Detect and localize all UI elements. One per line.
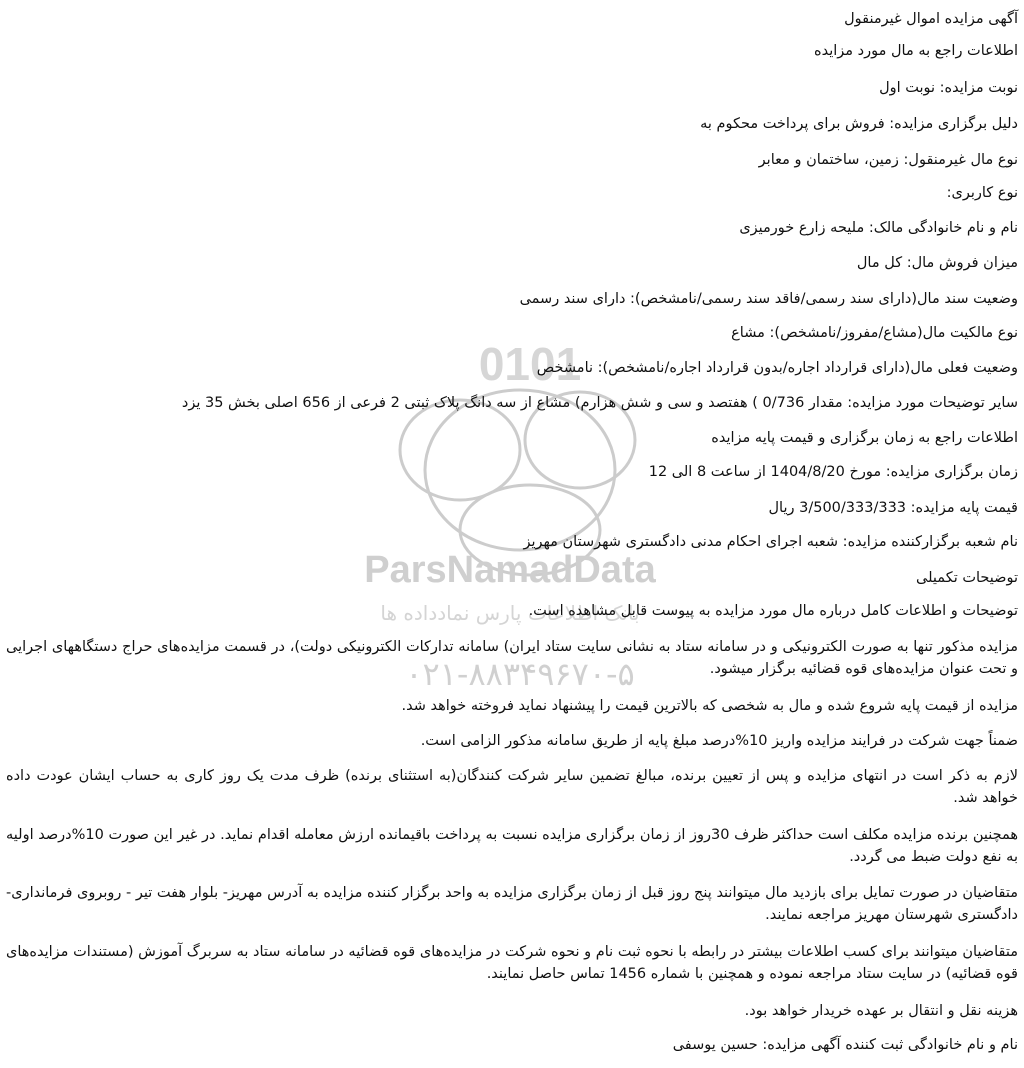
supplementary-p3: مزایده از قیمت پایه شروع شده و مال به شخصی که بالاترین قیمت را پیشنهاد نماید فروخته خواهد شد. bbox=[401, 698, 1018, 714]
watermark-digits: 0101 bbox=[478, 338, 582, 390]
notice-title: آگهی مزایده اموال غیرمنقول bbox=[844, 11, 1018, 27]
supplementary-p4: ضمناً جهت شرکت در فرایند مزایده واریز 10%درصد مبلغ پایه از طریق سامانه مذکور الزامی است. bbox=[420, 733, 1018, 749]
owner-name: نام و نام خانوادگی مالک: ملیحه زارع خورمیزی bbox=[739, 220, 1018, 236]
sale-amount: میزان فروش مال: کل مال bbox=[856, 255, 1018, 271]
organizing-branch: نام شعبه برگزارکننده مزایده: شعبه اجرای احکام مدنی دادگستری شهرستان مهریز bbox=[523, 534, 1018, 550]
supplementary-p1: توضیحات و اطلاعات کامل درباره مال مورد مزایده به پیوست قابل مشاهده است. bbox=[528, 603, 1018, 619]
current-status: وضعیت فعلی مال(دارای قرارداد اجاره/بدون قرارداد اجاره/نامشخص): نامشخص bbox=[536, 360, 1018, 376]
watermark-phone: ۰۲۱-۸۸۳۴۹۶۷۰-۵ bbox=[405, 655, 635, 693]
supplementary-heading: توضیحات تکمیلی bbox=[916, 570, 1018, 586]
ownership-type: نوع مالکیت مال(مشاع/مفروز/نامشخص): مشاع bbox=[731, 325, 1018, 341]
supplementary-p5: لازم به ذکر است در انتهای مزایده و پس از تعیین برنده، مبالغ تضمین سایر شرکت کنندگان(به استثنای برنده) ظرف مدت یک روز کاری به حساب ایشان عودت داده خواهد شد. bbox=[6, 768, 1018, 806]
watermark-tagline: بانک اطلاعات پارس نمادداده ها bbox=[380, 601, 640, 625]
deed-status: وضعیت سند مال(دارای سند رسمی/فاقد سند رسمی/نامشخص): دارای سند رسمی bbox=[519, 291, 1018, 307]
other-description: سایر توضیحات مورد مزایده: مقدار 0/736 ) هفتصد و سی و شش هزارم) مشاع از سه دانگ پلاک ثبتی 2 فرعی از 656 اصلی بخش 35 یزد bbox=[181, 395, 1018, 411]
supplementary-p8: متقاضیان میتوانند برای کسب اطلاعات بیشتر در رابطه با نحوه ثبت نام و نحوه شرکت در مزایده‌های قوه قضائیه در سامانه ستاد به سربرگ آموزش (مستندات مزایده‌های قوه قضائیه) در سایت ستاد مراجعه نموده و همچنین با شماره 1456 تماس حاصل نمایند. bbox=[6, 944, 1018, 982]
supplementary-p6: همچنین برنده مزایده مکلف است حداکثر ظرف 30روز از زمان برگزاری مزایده نسبت به پرداخت باقیمانده ارزش معامله اقدام نماید. در غیر این صورت 10%درصد اولیه به نفع دولت ضبط می گردد. bbox=[6, 827, 1019, 865]
usage-type: نوع کاربری: bbox=[946, 185, 1018, 201]
supplementary-p9: هزینه نقل و انتقال بر عهده خریدار خواهد بود. bbox=[744, 1003, 1018, 1019]
watermark-brand: ParsNamadData bbox=[364, 549, 656, 591]
registrar-name: نام و نام خانوادگی ثبت کننده آگهی مزایده: حسین یوسفی bbox=[672, 1037, 1018, 1053]
supplementary-p2: مزایده مذکور تنها به صورت الکترونیکی و در سامانه ستاد به نشانی سایت ستاد ایران) سامانه تدارکات الکترونیکی دولت)، در قسمت مزایده‌های حراج دستگاههای اجرایی و تحت عنوان مزایده‌های قوه قضائیه برگزار میشود. bbox=[6, 639, 1018, 677]
auction-time: زمان برگزاری مزایده: مورخ 1404/8/20 از ساعت 8 الی 12 bbox=[648, 464, 1018, 480]
supplementary-p7: متقاضیان در صورت تمایل برای بازدید مال میتوانند پنج روز قبل از زمان برگزاری مزایده به واحد برگزار کننده مزایده به آدرس مهریز- بلوار هفت تیر - روبروی فرمانداری- دادگستری شهرستان مهریز مراجعه نمایند. bbox=[6, 885, 1018, 923]
auction-round: نوبت مزایده: نوبت اول bbox=[879, 80, 1018, 96]
time-info-heading: اطلاعات راجع به زمان برگزاری و قیمت پایه مزایده bbox=[711, 430, 1018, 446]
auction-reason: دلیل برگزاری مزایده: فروش برای پرداخت محکوم به bbox=[700, 116, 1018, 132]
property-info-heading: اطلاعات راجع به مال مورد مزایده bbox=[814, 43, 1018, 59]
property-type: نوع مال غیرمنقول: زمین، ساختمان و معابر bbox=[758, 152, 1018, 168]
base-price: قیمت پایه مزایده: 3/500/333/333 ریال bbox=[768, 500, 1018, 516]
